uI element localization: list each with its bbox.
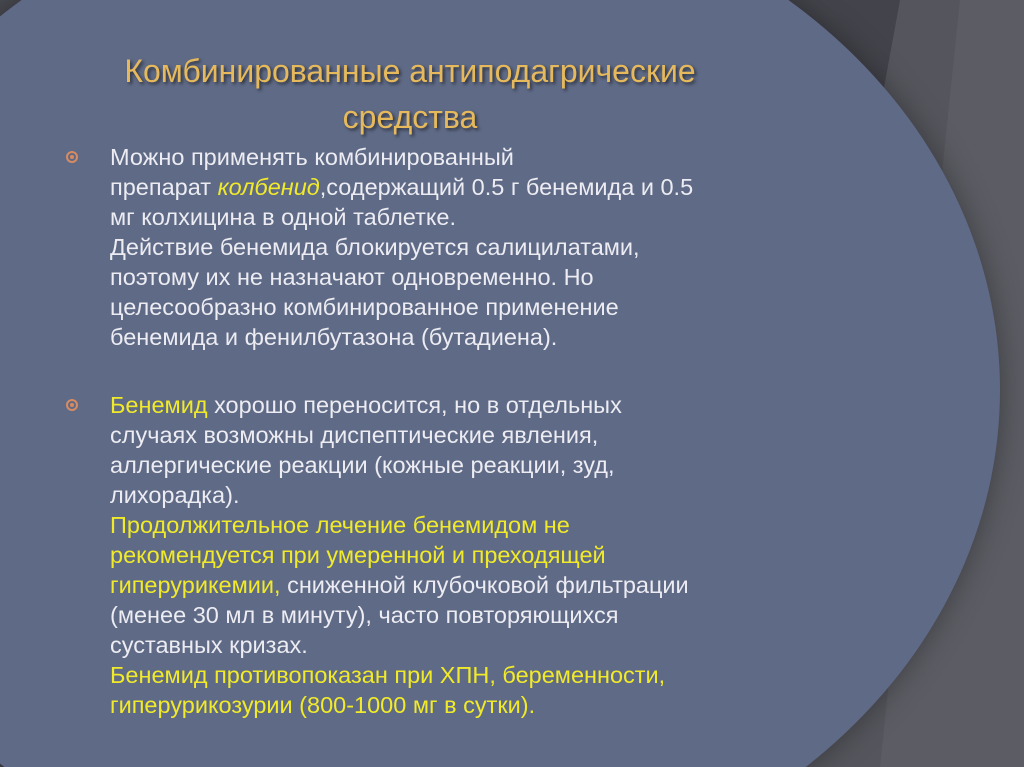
bullet-item-benemid: [62, 390, 862, 720]
text-line: аллергические реакции (кожные реакции, зуд,: [110, 452, 615, 478]
text-line: Можно применять комбинированный: [110, 144, 514, 170]
text-span: ,содержащий 0.5 г бенемида и 0.5: [319, 174, 694, 200]
text-line: суставных кризах.: [110, 632, 308, 658]
text-line: целесообразно комбинированное применение: [110, 294, 619, 320]
text-span: сниженной клубочковой фильтрации: [280, 572, 689, 598]
highlight-line: Бенемид противопоказан при ХПН, беременности,: [110, 662, 666, 688]
text-line: поэтому их не назначают одновременно. Но: [110, 264, 594, 290]
text-span: препарат: [110, 174, 218, 200]
highlight-line: Продолжительное лечение бенемидом не: [110, 512, 570, 538]
text-line: бенемида и фенилбутазона (бутадиена).: [110, 324, 558, 350]
bullet-marker-icon: [66, 151, 78, 163]
text-line: Действие бенемида блокируется салицилатами,: [110, 234, 640, 260]
bullet-list: [62, 142, 862, 720]
bullet-marker-icon: [66, 399, 78, 411]
text-line: [110, 390, 862, 420]
highlight-line: рекомендуется при умеренной и преходящей: [110, 542, 606, 568]
text-line: [110, 172, 862, 202]
text-line: случаях возможны диспептические явления,: [110, 422, 599, 448]
highlight-span: гиперурикемии,: [110, 572, 281, 598]
text-span: хорошо переносится, но в отдельных: [207, 392, 622, 418]
text-line: (менее 30 мл в минуту), часто повторяющихся: [110, 602, 619, 628]
text-line: [110, 570, 862, 600]
bullet-item-combined-drug: [62, 142, 862, 352]
text-line: лихорадка).: [110, 482, 240, 508]
slide-title: Комбинированные антиподагрические средства: [124, 53, 696, 135]
highlight-drug-name: Бенемид: [110, 392, 208, 418]
highlight-line: гиперурикозурии (800-1000 мг в сутки).: [110, 692, 536, 718]
text-line: мг колхицина в одной таблетке.: [110, 204, 456, 230]
highlight-drug-name: колбенид: [217, 174, 320, 200]
